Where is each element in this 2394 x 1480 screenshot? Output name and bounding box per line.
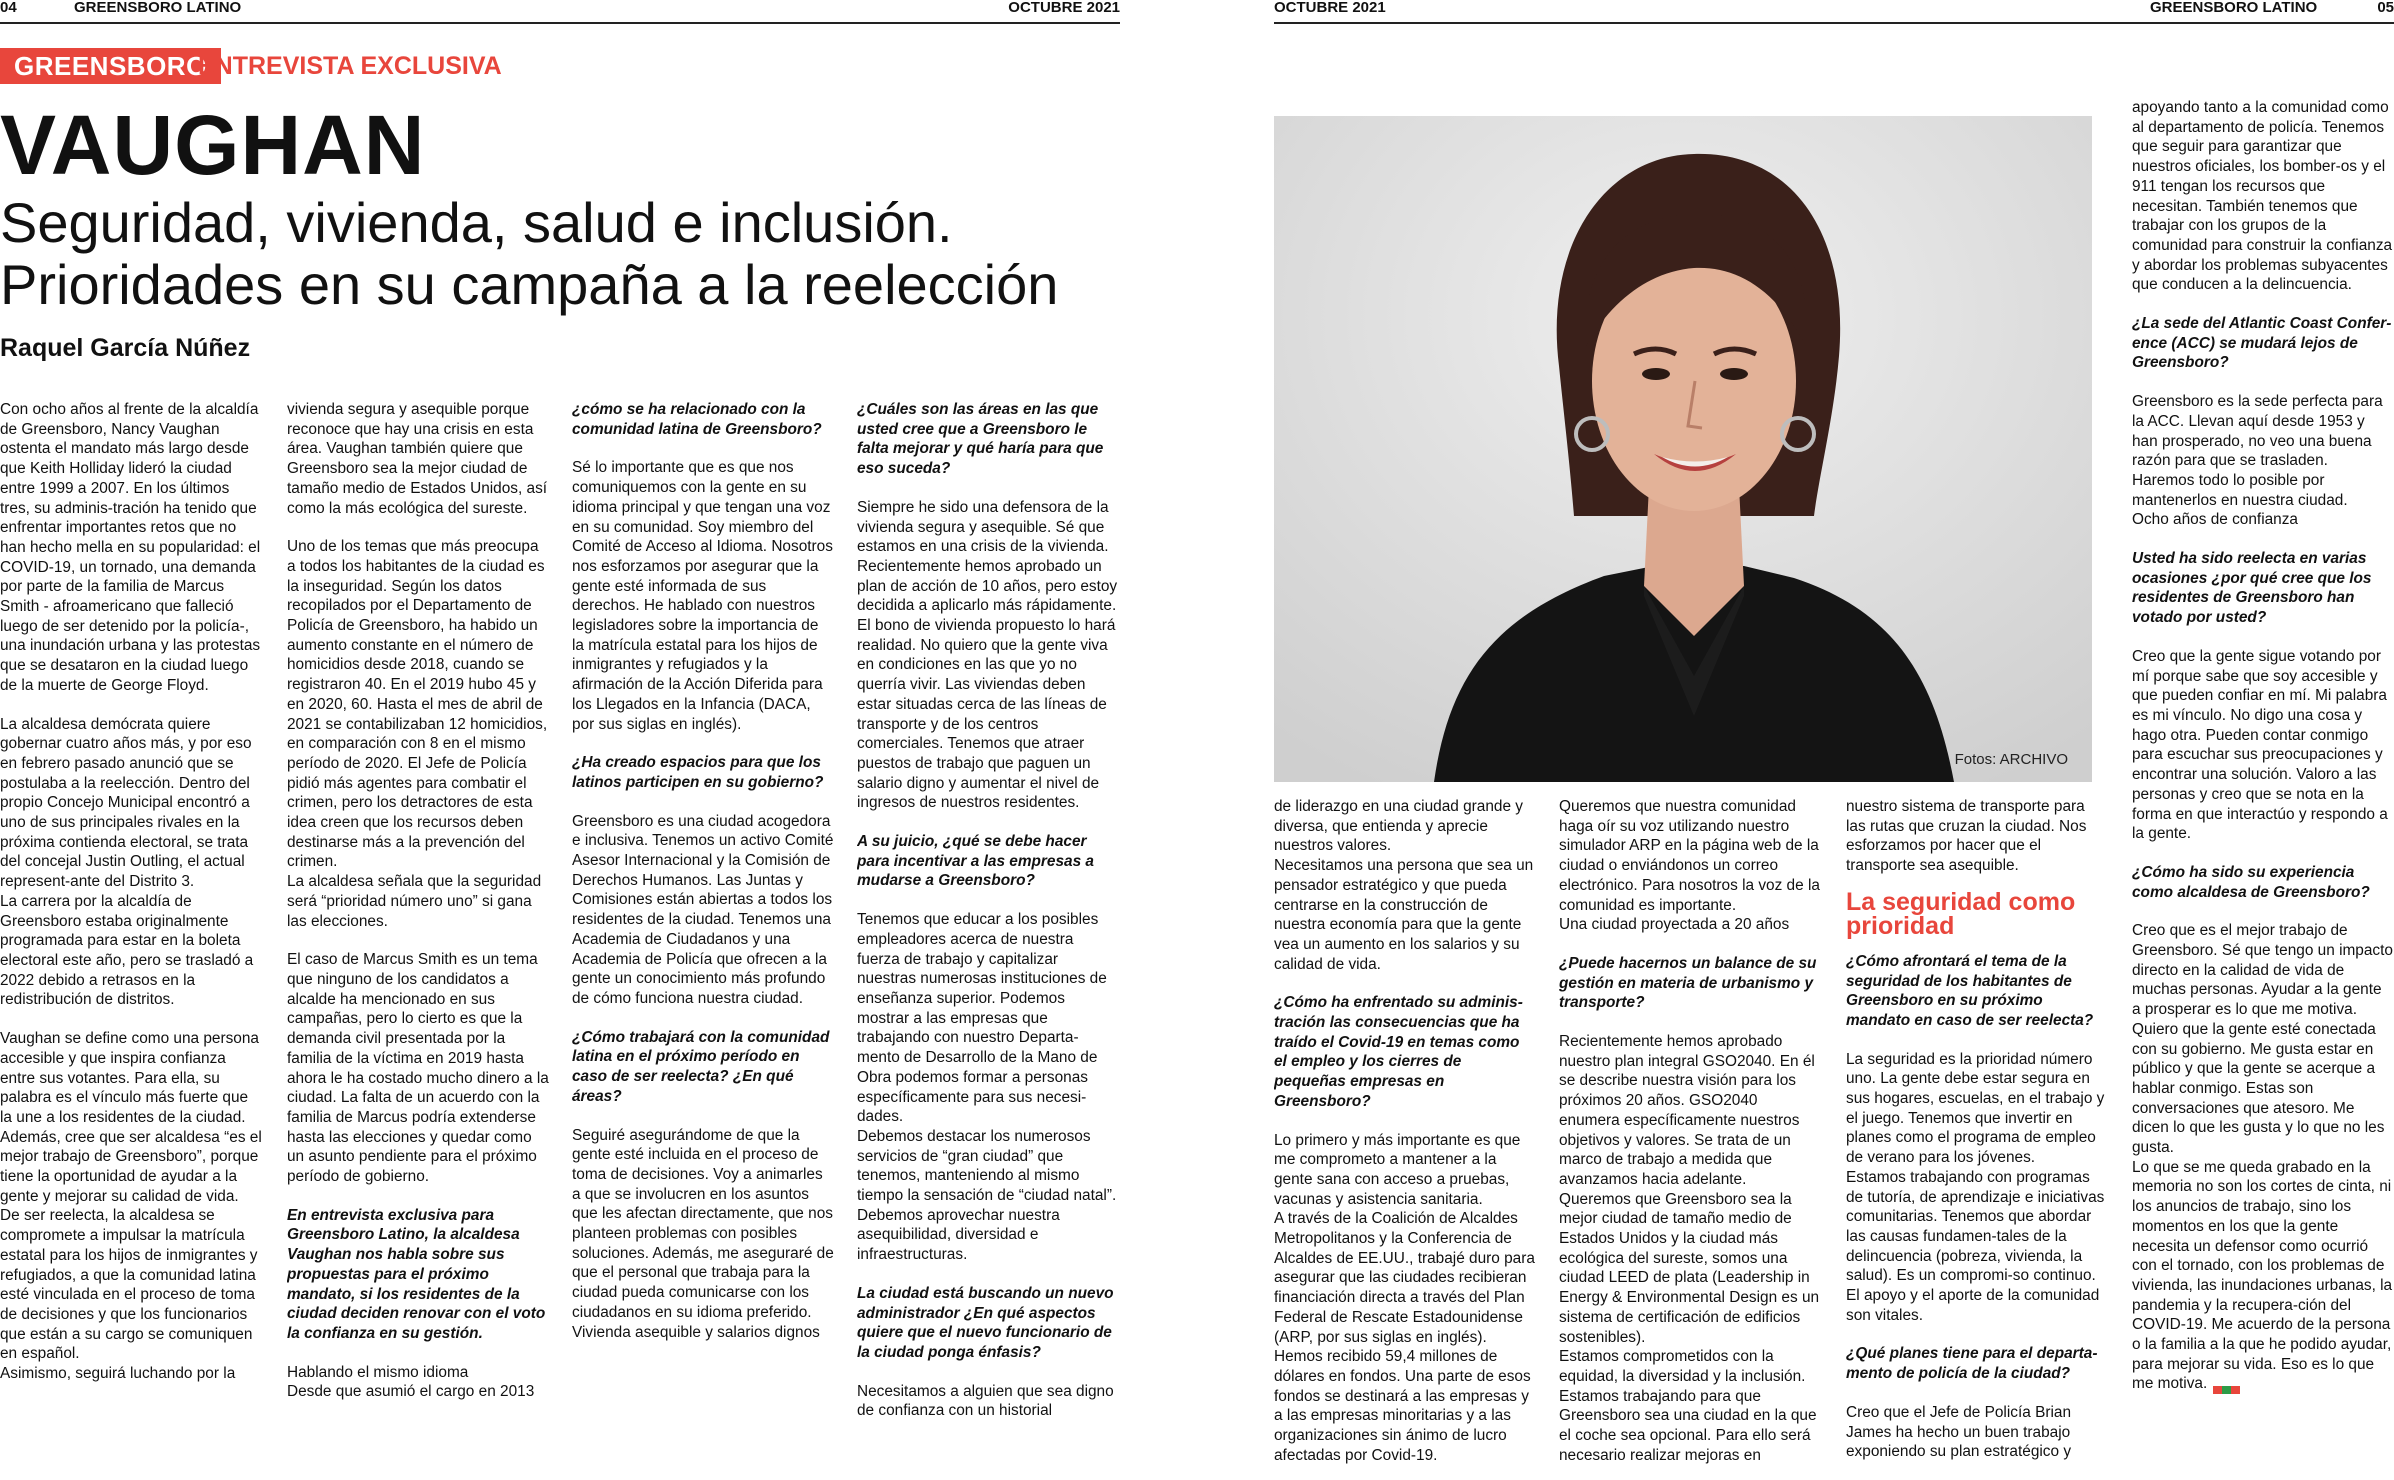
header-rule-left (0, 22, 1120, 24)
paragraph: Tenemos que educar a los posibles empleadores acerca de nuestra fuerza de trabajo y capitalizar nuestras numerosas instituciones de enseñanza superior. Podemos mostrar a las empresas que trabajando con nuestro Departa-mento de Desarrollo de la Mano de Obra podemos formar a personas específicamente para sus necesi-dades. (857, 911, 1107, 1126)
paragraph: Siempre he sido una defensora de la vivienda segura y asequible. Sé que estamos en una crisis de la vivienda. Recientemente hemos aprobado un plan de acción de 10 años, pero estoy decidida a aplicarlo más rápidamente. (857, 498, 1118, 615)
paragraph: Queremos que nuestra comunidad haga oír su voz utilizando nuestro simulador ARP en la página web de la ciudad o enviándonos un correo electrónico. Para nosotros la voz de la comunidad es importante. (1559, 798, 1820, 914)
paragraph: Lo primero y más importante es que me comprometo a mantener a la gente sana con acceso a pruebas, vacunas y asistencia sanitaria. (1274, 1131, 1521, 1208)
paragraph: Estamos trabajando con programas de tutoría, de aprendizaje e iniciativas comunitarias. Tenemos que abordar las causas fundamen-tales de la delincuencia (pobreza, vivienda, la salud). Es un compromi-so continuo. El apoyo y el aporte de la comunidad son vitales. (1846, 1168, 2105, 1324)
page-number-left: 04 (0, 0, 17, 16)
paragraph: Desde que asumió el cargo en 2013 (287, 1383, 535, 1401)
paragraph: La carrera por la alcaldía de Greensboro estaba originalmente programada para estar en la boleta electoral este año, pero se trasladó a 2022 debido a retrasos en la redistribución de distritos. (0, 892, 254, 1009)
paragraph: Greensboro es la sede perfecta para la ACC. Llevan aquí desde 1953 y han prosperado, no veo una buena razón para que se trasladen. Haremos todo lo posible por mantenerlos en nuestra ciudad. (2132, 393, 2383, 509)
publication-name-left: GREENSBORO LATINO (74, 0, 242, 16)
paragraph: de liderazgo en una ciudad grande y diversa, que entienda y aprecie nuestros valores. (1274, 798, 1524, 855)
paragraph: Recientemente hemos aprobado nuestro plan integral GSO2040. En él se describe nuestra visión para los próximos 20 años. GSO2040 enumera específicamente nuestros objetivos y valores. Se trata de un marco de trabajo a medida que avanzamos hacia adelante. (1559, 1033, 1815, 1188)
interview-question: Usted ha sido reelecta en varias ocasiones ¿por qué cree que los residentes de Greensboro han votado por usted? (2132, 550, 2372, 627)
paragraph: La seguridad es la prioridad número uno. La gente debe estar segura en sus hogares, escuelas, en el trabajo y el juego. Tenemos que invertir en planes como el programa de empleo de verano para los jóvenes. (1846, 1050, 2105, 1167)
running-header-left (0, 0, 1120, 18)
issue-date-right: OCTUBRE 2021 (1274, 0, 1386, 16)
portrait-illustration (1274, 116, 2092, 782)
end-of-article-mark (2213, 1380, 2241, 1388)
paragraph: La alcaldesa demócrata quiere gobernar cuatro años más, y por eso en febrero pasado anunció que se postulaba a la reelección. Dentro del propio Concejo Municipal encontró a uno de sus principales rivales en la próxima contienda electoral, se trata del concejal Justin Outling, el actual represent-ante del Distrito 3. (0, 715, 252, 891)
byline: Raquel García Núñez (0, 334, 251, 362)
paragraph: Sé lo importante que es que nos comuniquemos con la gente en su idioma principal y que tengan una voz en su comunidad. Soy miembro del Comité de Acceso al Idioma. Nosotros nos esforzamos por asegurar que la gente esté informada de sus derechos. He hablado con nuestros legisladores sobre la importancia de la matrícula estatal para los hijos de inmigrantes y refugiados y la afirmación de la Acción Diferida para los Llegados en la Infancia (DACA, por sus siglas en inglés). (572, 459, 833, 733)
article-column-8 (2132, 98, 2394, 1480)
paragraph: Queremos que Greensboro sea la mejor ciudad de tamaño medio de Estados Unidos y la ciudad más ecológica del sureste, somos una ciudad LEED de plata (Leadership in Energy & Environmental Design es un sistema de certificación de edificios sostenibles). (1559, 1190, 1820, 1346)
section-heading: Hablando el mismo idioma (287, 1363, 469, 1381)
interview-question: ¿Cómo trabajará con la comunidad latina en el próximo período en caso de ser reelecta? ¿En qué áreas? (572, 1028, 830, 1105)
paragraph: La alcaldesa señala que la seguridad será “prioridad número uno” si gana las elecciones. (287, 873, 542, 930)
section-heading: Ocho años de confianza (2132, 511, 2298, 529)
article-column-2 (287, 400, 549, 1480)
paragraph: Debemos destacar los numerosos servicios de “gran ciudad” que tenemos, manteniendo al mismo tiempo la sensación de “ciudad natal”. Debemos aprovechar nuestra asequibilidad, diversidad e infraestructuras. (857, 1127, 1117, 1264)
paragraph: Creo que el Jefe de Policía Brian James ha hecho un buen trabajo exponiendo su plan estratégico y (1846, 1403, 2072, 1461)
paragraph: Necesitamos a alguien que sea digno de confianza con un historial (857, 1382, 1114, 1420)
interview-question: La ciudad está buscando un nuevo administrador ¿En qué aspectos quiere que el nuevo funcionario de la ciudad ponga énfasis? (857, 1284, 1114, 1361)
interview-question: ¿Qué planes tiene para el departa-mento de policía de la ciudad? (1846, 1345, 2098, 1383)
paragraph: De ser reelecta, la alcaldesa se compromete a impulsar la matrícula estatal para los hijos de inmigrantes y refugiados, a que la comunidad latina esté vinculada en el proceso de toma de decisiones y que los funcionarios que están a su cargo se comuniquen en español. (0, 1207, 258, 1363)
interview-question: ¿La sede del Atlantic Coast Confer-ence (ACC) se mudará lejos de Greensboro? (2132, 315, 2392, 372)
photo-credit: Fotos: ARCHIVO (1954, 751, 2068, 768)
article-column-1 (0, 400, 262, 1480)
paragraph: El bono de vivienda propuesto lo hará realidad. No quiero que la gente viva en condiciones en las que yo no querría vivir. Las viviendas deben estar situadas cerca de las líneas de transporte y de los centros comerciales. Tenemos que atraer puestos de trabajo que paguen un salario digno y aumentar el nivel de ingresos de nuestros residentes. (857, 617, 1116, 812)
paragraph: Con ocho años al frente de la alcaldía de Greensboro, Nancy Vaughan ostenta el mandato más largo desde que Keith Holliday lideró la ciudad entre 1999 a 2007. En los últimos tres, su adminis-tración ha tenido que enfrentar importantes retos que no han hecho mella en su popularidad: el COVID-19, un tornado, una demanda por parte de la familia de Marcus Smith - afroamericano que falleció luego de ser detenido por la policía-, una inundación urbana y las protestas que se desataron en la ciudad luego de la muerte de George Floyd. (0, 401, 261, 694)
paragraph: Seguiré asegurándome de que la gente esté incluida en el proceso de toma de decisiones. Voy a animarles a que se involucren en los asuntos que les afectan directamente, que nos planteen problemas con posibles soluciones. Además, me aseguraré de que el personal que trabaja para la ciudad pueda comunicarse con los ciudadanos en su idioma preferido. (572, 1126, 834, 1321)
paragraph: Estamos comprometidos con la equidad, la diversidad y la inclusión. Estamos trabajando para que Greensboro sea una ciudad en la que el coche sea opcional. Para ello será necesario realizar mejoras en (1559, 1348, 1817, 1464)
article-column-3 (572, 400, 834, 1480)
interview-question: ¿Cómo ha enfrentado su adminis-tración las consecuencias que ha traído el Covid-19 en temas como el empleo y los cierres de pequeñas empresas en Greensboro? (1274, 994, 1523, 1110)
section-heading: Una ciudad proyectada a 20 años (1559, 916, 1790, 934)
paragraph: Vaughan se define como una persona accesible y que inspira confianza entre sus votantes. Para ella, su palabra es el vínculo más fuerte que la une a los residentes de la ciudad. Además, cree que ser alcaldesa “es el mejor trabajo de Greensboro”, porque tiene la oportunidad de ayudar a la gente y mejorar su calidad de vida. (0, 1030, 262, 1205)
paragraph: Greensboro es una ciudad acogedora e inclusiva. Tenemos un activo Comité Asesor Internacional y la Comisión de Derechos Humanos. Las Juntas y Comisiones están abiertas a todos los residentes de la ciudad. Tenemos una Academia de Ciudadanos y una Academia de Policía que ofrecen a la gente un conocimiento más profundo de cómo funciona nuestra ciudad. (572, 812, 834, 1007)
portrait-photo (1274, 116, 2092, 782)
article-column-7 (1846, 797, 2108, 1480)
paragraph: Creo que la gente sigue votando por mí porque sabe que soy accesible y que pueden confiar en mí. Mi palabra es mi vínculo. No digo una cosa y hago otra. Pueden contar conmigo para escuchar sus preocupaciones y encontrar una solución. Valoro a las personas y creo que se nota en la forma en que interactúo y respondo a la gente. (2132, 647, 2388, 843)
section-label: GREENSBORO (0, 48, 221, 84)
headline: VAUGHAN (0, 98, 426, 192)
paragraph: Uno de los temas que más preocupa a todos los habitantes de la ciudad es la inseguridad. Según los datos recopilados por el Departamento de Policía de Greensboro, ha habido un aumento constante en el número de homicidios desde 2018, cuando se registraron 40. En el 2019 hubo 45 y en 2020, 60. Hasta el mes de abril de 2021 se contabilizaban 12 homicidios, en comparación con 8 en el mismo período de 2020. El Jefe de Policía pidió más agentes para combatir el crimen, pero los detractores de esta idea creen que los recursos deben destinarse más a la prevención del crimen. (287, 538, 548, 871)
subheadline-line-2: Prioridades en su campaña a la reelección (0, 253, 1059, 316)
interview-question: ¿cómo se ha relacionado con la comunidad latina de Greensboro? (572, 401, 822, 438)
article-column-4 (857, 400, 1120, 1480)
publication-name-right: GREENSBORO LATINO (2150, 0, 2318, 16)
paragraph: vivienda segura y asequible porque reconoce que hay una crisis en esta área. Vaughan también quiere que Greensboro sea la mejor ciudad de tamaño medio de Estados Unidos, así como la más ecológica del sureste. (287, 401, 548, 517)
interview-question: ¿Cuáles son las áreas en las que usted cree que a Greensboro le falta mejorar y qué haría para que eso suceda? (857, 401, 1104, 478)
article-column-6 (1559, 797, 1821, 1480)
subheadline (0, 192, 1120, 316)
page-gutter (1120, 0, 1274, 1480)
running-header-right (1274, 0, 2394, 18)
paragraph (2132, 1158, 2394, 1394)
interview-question: ¿Puede hacernos un balance de su gestión en materia de urbanismo y transporte? (1559, 954, 1817, 1012)
red-subheading: La seguridad como prioridad (1846, 887, 2076, 940)
issue-date-left: OCTUBRE 2021 (1008, 0, 1120, 16)
interview-question: ¿Cómo ha sido su experiencia como alcaldesa de Greensboro? (2132, 863, 2370, 901)
section-heading: Vivienda asequible y salarios dignos (572, 1323, 820, 1341)
paragraph: Creo que es el mejor trabajo de Greensboro. Sé que tengo un impacto directo en la calidad de vida de muchas personas. Ayudar a la gente a prosperar es lo que me motiva. Quiero que la gente esté conectada con su gobierno. Me gusta estar en público y que la gente se acerque a hablar conmigo. Estas son conversaciones que atesoro. Me dicen lo que les gusta y lo que no les gusta. (2132, 922, 2393, 1157)
section-tag: ENTREVISTA EXCLUSIVA (198, 52, 502, 80)
closing-paragraph: Lo que se me queda grabado en la memoria no son los cortes de cinta, ni los anuncios de trabajo, sino los momentos en los que la gente necesita un defensor como ocurrió con el tornado, con los problemas de vivienda, las inundaciones urbanas, la pandemia y la recupera-ción del COVID-19. Me acuerdo de la persona o la familia a la que he podido ayudar, para mejorar su vida. Eso es lo que me motiva. (2132, 1158, 2393, 1393)
subheadline-line-1: Seguridad, vivienda, salud e inclusión. (0, 191, 953, 254)
interview-question: A su juicio, ¿qué se debe hacer para incentivar a las empresas a mudarse a Greensboro? (857, 833, 1094, 890)
paragraph: Asimismo, seguirá luchando por la (0, 1365, 236, 1383)
interview-question: ¿Cómo afrontará el tema de la seguridad de los habitantes de Greensboro en su próximo mandato en caso de ser reelecta? (1846, 952, 2094, 1029)
paragraph: apoyando tanto a la comunidad como al departamento de policía. Tenemos que seguir para garantizar que nuestros oficiales, los bomber-os y el 911 tengan los recursos que necesitan. También tenemos que trabajar con los grupos de la comunidad para construir la confianza y abordar los problemas subyacentes que conducen a la delincuencia. (2132, 99, 2393, 294)
header-rule-right (1274, 22, 2394, 24)
interview-question: ¿Ha creado espacios para que los latinos participen en su gobierno? (572, 754, 824, 791)
paragraph: nuestro sistema de transporte para las rutas que cruzan la ciudad. Nos esforzamos por hacer que el transporte sea asequible. (1846, 798, 2087, 875)
article-column-5 (1274, 797, 1536, 1480)
intro-question: En entrevista exclusiva para Greensboro Latino, la alcaldesa Vaughan nos habla sobre sus propuestas para el próximo mandato, si los residentes de la ciudad deciden renovar con el voto la confianza en su gestión. (287, 1206, 546, 1342)
paragraph: El caso de Marcus Smith es un tema que ninguno de los candidatos a alcalde ha mencionado en sus campañas, pero lo cierto es que la demanda civil presentada por la familia de la víctima en 2019 hasta ahora le ha costado mucho dinero a la ciudad. La falta de un acuerdo con la familia de Marcus podría extenderse hasta las elecciones y quedar como un asunto pendiente para el próximo período de gobierno. (287, 951, 549, 1186)
left-page (0, 0, 1120, 1480)
paragraph: A través de la Coalición de Alcaldes Metropolitanos y la Conferencia de Alcaldes de EE.UU., trabajé duro para asegurar que las ciudades recibieran financiación directa a través del Plan Federal de Rescate Estadounidense (ARP, por sus siglas en inglés). Hemos recibido 59,4 millones de dólares en fondos. Una parte de esos fondos se destinará a las empresas y a las empresas minoritarias y a las organizaciones sin ánimo de lucro afectadas por Covid-19. (1274, 1210, 1535, 1464)
paragraph: Necesitamos una persona que sea un pensador estratégico y que pueda centrarse en la construcción de nuestra economía para que la gente vea un aumento en los salarios y su calidad de vida. (1274, 857, 1534, 973)
page-number-right: 05 (2377, 0, 2394, 16)
